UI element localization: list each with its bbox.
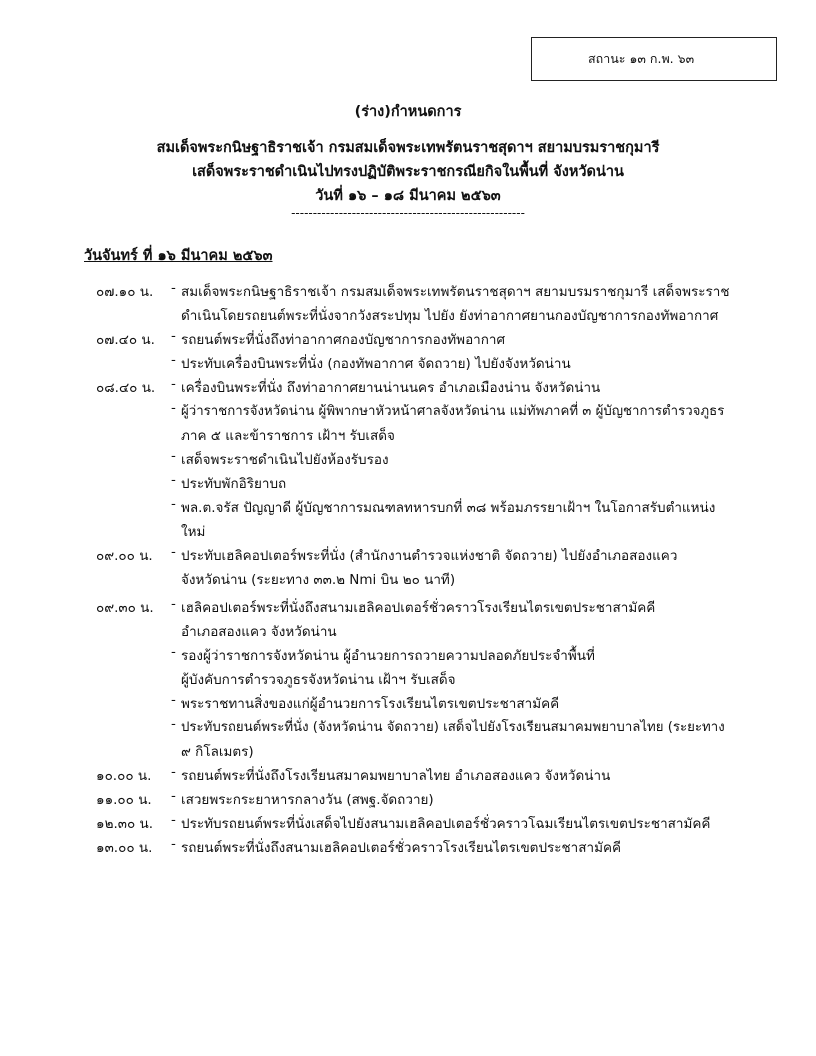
row-time: ๑๐.๐๐ น. xyxy=(96,768,152,784)
row-dash: - xyxy=(171,448,176,464)
row-dash: - xyxy=(171,544,176,560)
row-text: ประทับเฮลิคอปเตอร์พระที่นั่ง (สำนักงานตำรวจแห่งชาติ จัดถวาย) ไปยังอำเภอสองแคว xyxy=(181,548,678,564)
row-text: รองผู้ว่าราชการจังหวัดน่าน ผู้อำนวยการถวายความปลอดภัยประจำพื้นที่ xyxy=(181,648,595,664)
row-time: ๐๙.๓๐ น. xyxy=(96,600,154,616)
row-text: ประทับรถยนต์พระที่นั่งเสด็จไปยังสนามเฮลิคอปเตอร์ชั่วคราวโฉมเรียนไตรเขตประชาสามัคคี xyxy=(181,816,711,832)
day-heading: วันจันทร์ ที่ ๑๖ มีนาคม ๒๕๖๓ xyxy=(84,248,273,264)
row-dash: - xyxy=(171,836,176,852)
header-line-2: เสด็จพระราชดำเนินไปทรงปฏิบัติพระราชกรณียกิจในพื้นที่ จังหวัดน่าน xyxy=(192,164,624,180)
schedule-row xyxy=(0,716,816,738)
row-text: ๙ กิโลเมตร) xyxy=(181,744,254,760)
row-text: รถยนต์พระที่นั่งถึงโรงเรียนสมาคมพยาบาลไทย อำเภอสองแคว จังหวัดน่าน xyxy=(181,768,611,784)
status-text: สถานะ ๑๓ ก.พ. ๖๓ xyxy=(588,51,695,66)
header-line-1: สมเด็จพระกนิษฐาธิราชเจ้า กรมสมเด็จพระเทพรัตนราชสุดาฯ สยามบรมราชกุมารี xyxy=(156,140,660,156)
row-time: ๑๒.๓๐ น. xyxy=(96,816,154,832)
row-time: ๐๙.๐๐ น. xyxy=(96,548,153,564)
row-text: เฮลิคอปเตอร์พระที่นั่งถึงสนามเฮลิคอปเตอร์ชั่วคราวโรงเรียนไตรเขตประชาสามัคคี xyxy=(181,600,656,616)
row-dash: - xyxy=(171,644,176,660)
row-time: ๑๑.๐๐ น. xyxy=(96,792,152,808)
schedule-row xyxy=(0,568,816,590)
schedule-row xyxy=(0,544,816,566)
row-dash: - xyxy=(171,472,176,488)
row-text: ประทับเครื่องบินพระที่นั่ง (กองทัพอากาศ จัดถวาย) ไปยังจังหวัดน่าน xyxy=(181,356,571,372)
schedule-row xyxy=(0,304,816,326)
row-text: ดำเนินโดยรถยนต์พระที่นั่งจากวังสระปทุม ไปยัง ยังท่าอากาศยานกองบัญชาการกองทัพอากาศ xyxy=(181,308,719,324)
row-dash: - xyxy=(171,764,176,780)
schedule-row xyxy=(0,668,816,690)
schedule-row xyxy=(0,764,816,786)
row-dash: - xyxy=(171,692,176,708)
row-time: ๑๓.๐๐ น. xyxy=(96,840,153,856)
row-text: อำเภอสองแคว จังหวัดน่าน xyxy=(181,624,337,640)
row-dash: - xyxy=(171,596,176,612)
schedule-row xyxy=(0,836,816,858)
row-dash: - xyxy=(171,328,176,344)
row-time: ๐๗.๔๐ น. xyxy=(96,332,155,348)
row-text: เสด็จพระราชดำเนินไปยังห้องรับรอง xyxy=(181,452,389,468)
row-dash: - xyxy=(171,496,176,512)
row-text: รถยนต์พระที่นั่งถึงท่าอากาศกองบัญชาการกองทัพอากาศ xyxy=(181,332,506,348)
row-dash: - xyxy=(171,716,176,732)
row-dash: - xyxy=(171,376,176,392)
row-text: ใหม่ xyxy=(181,524,206,540)
schedule-row xyxy=(0,280,816,302)
row-text: ผู้ว่าราชการจังหวัดน่าน ผู้พิพากษาหัวหน้าศาลจังหวัดน่าน แม่ทัพภาคที่ ๓ ผู้บัญชาการตำรวจภูธร xyxy=(181,404,725,419)
row-dash: - xyxy=(171,352,176,368)
row-dash: - xyxy=(171,788,176,804)
draft-title: (ร่าง)กำหนดการ xyxy=(354,104,462,120)
schedule-row xyxy=(0,740,816,762)
schedule-row xyxy=(0,448,816,470)
row-text: เสวยพระกระยาหารกลางวัน (สพฐ.จัดถวาย) xyxy=(181,792,434,808)
status-box xyxy=(531,37,777,81)
schedule-row xyxy=(0,400,816,422)
header-separator: ------------------------------------------------------ xyxy=(291,206,525,220)
schedule-row xyxy=(0,376,816,398)
schedule-row xyxy=(0,496,816,518)
row-dash: - xyxy=(171,812,176,828)
row-text: เครื่องบินพระที่นั่ง ถึงท่าอากาศยานน่านนคร อำเภอเมืองน่าน จังหวัดน่าน xyxy=(181,380,601,396)
schedule-row xyxy=(0,620,816,642)
schedule-row xyxy=(0,424,816,446)
schedule-row xyxy=(0,472,816,494)
row-dash: - xyxy=(171,280,176,296)
row-text: ประทับรถยนต์พระที่นั่ง (จังหวัดน่าน จัดถวาย) เสด็จไปยังโรงเรียนสมาคมพยาบาลไทย (ระยะทาง xyxy=(181,720,725,735)
row-text: พระราชทานสิ่งของแก่ผู้อำนวยการโรงเรียนไตรเขตประชาสามัคคี xyxy=(181,696,560,712)
schedule-row xyxy=(0,596,816,618)
row-dash: - xyxy=(171,400,176,416)
schedule-row xyxy=(0,328,816,350)
schedule-row xyxy=(0,692,816,714)
row-time: ๐๘.๔๐ น. xyxy=(96,380,156,396)
row-text: จังหวัดน่าน (ระยะทาง ๓๓.๒ Nmi บิน ๒๐ นาที) xyxy=(181,572,456,588)
row-time: ๐๗.๑๐ น. xyxy=(96,284,154,300)
row-text: ประทับพักอิริยาบถ xyxy=(181,476,287,492)
schedule-row xyxy=(0,644,816,666)
row-text: พล.ต.จรัส ปัญญาดี ผู้บัญชาการมณฑลทหารบกที่ ๓๘ พร้อมภรรยาเฝ้าฯ ในโอกาสรับตำแหน่ง xyxy=(181,500,716,516)
row-text: ภาค ๕ และข้าราชการ เฝ้าฯ รับเสด็จ xyxy=(181,428,395,444)
schedule-row xyxy=(0,520,816,542)
schedule-row xyxy=(0,352,816,374)
schedule-row xyxy=(0,788,816,810)
row-text: รถยนต์พระที่นั่งถึงสนามเฮลิคอปเตอร์ชั่วคราวโรงเรียนไตรเขตประชาสามัคคี xyxy=(181,840,622,856)
header-line-3: วันที่ ๑๖ – ๑๘ มีนาคม ๒๕๖๓ xyxy=(315,188,501,204)
row-text: ผู้บังคับการตำรวจภูธรจังหวัดน่าน เฝ้าฯ รับเสด็จ xyxy=(181,672,456,688)
row-text: สมเด็จพระกนิษฐาธิราชเจ้า กรมสมเด็จพระเทพรัตนราชสุดาฯ สยามบรมราชกุมารี เสด็จพระราช xyxy=(181,284,730,300)
schedule-row xyxy=(0,812,816,834)
